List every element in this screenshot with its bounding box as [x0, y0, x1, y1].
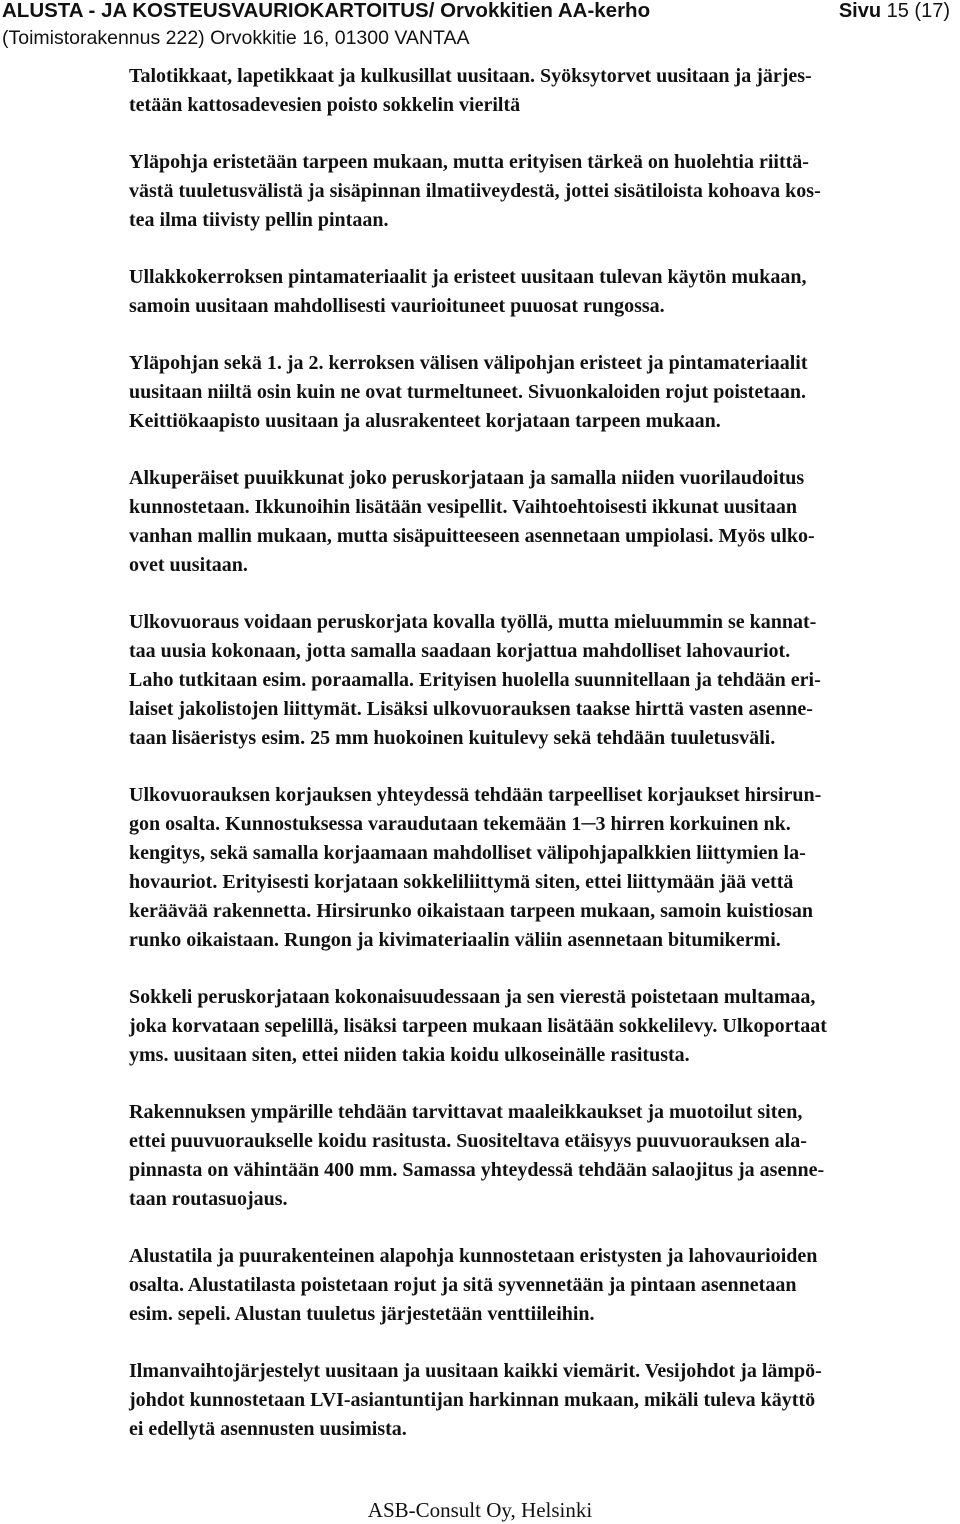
- paragraph-line: Rakennuksen ympärille tehdään tarvittavat maaleikkaukset ja muotoilut siten,: [129, 1101, 803, 1123]
- paragraph-line: Yläpohjan sekä 1. ja 2. kerroksen välisen välipohjan eristeet ja pintamateriaalit: [129, 352, 808, 374]
- paragraph-line: Ulkovuorauksen korjauksen yhteydessä tehdään tarpeelliset korjaukset hirsirun-: [129, 784, 822, 806]
- body-paragraph: [129, 62, 954, 120]
- paragraph-line: kunnostetaan. Ikkunoihin lisätään vesipellit. Vaihtoehtoisesti ikkunat uusitaan: [129, 496, 797, 518]
- body-paragraph: [129, 464, 954, 580]
- body-paragraph: [129, 148, 954, 235]
- paragraph-line: gon osalta. Kunnostuksessa varaudutaan tekemään 1─3 hirren korkuinen nk.: [129, 813, 791, 835]
- page-indicator: [839, 0, 950, 23]
- paragraph-line: pinnasta on vähintään 400 mm. Samassa yhteydessä tehdään salaojitus ja asenne-: [129, 1159, 825, 1181]
- paragraph-line: vanhan mallin mukaan, mutta sisäpuitteeseen asennetaan umpiolasi. Myös ulko-: [129, 525, 815, 547]
- paragraph-line: taan lisäeristys esim. 25 mm huokoinen kuitulevy sekä tehdään tuuletusväli.: [129, 727, 776, 749]
- paragraph-line: joka korvataan sepelillä, lisäksi tarpeen mukaan lisätään sokkelilevy. Ulkoportaat: [129, 1015, 827, 1037]
- body-paragraph: [129, 781, 954, 955]
- page-number: 15 (17): [886, 0, 950, 22]
- paragraph-line: västä tuuletusvälistä ja sisäpinnan ilmatiiveydestä, jottei sisätiloista kohoava kos-: [129, 180, 821, 202]
- document-body: [129, 62, 954, 1472]
- paragraph-line: Ulkovuoraus voidaan peruskorjata kovalla työllä, mutta mieluummin se kannat-: [129, 611, 817, 633]
- paragraph-line: ovet uusitaan.: [129, 554, 248, 576]
- body-paragraph: [129, 608, 954, 753]
- paragraph-line: laiset jakolistojen liittymät. Lisäksi ulkovuorauksen taakse hirttä vasten asenne-: [129, 698, 813, 720]
- paragraph-line: samoin uusitaan mahdollisesti vaurioituneet puuosat rungossa.: [129, 295, 665, 317]
- body-paragraph: [129, 983, 954, 1070]
- document-title: ALUSTA - JA KOSTEUSVAURIOKARTOITUS/ Orvokkitien AA-kerho: [2, 0, 651, 22]
- paragraph-line: hovauriot. Erityisesti korjataan sokkeliliittymä siten, ettei liittymään jää vettä: [129, 871, 794, 893]
- body-paragraph: [129, 349, 954, 436]
- body-paragraph: [129, 263, 954, 321]
- body-paragraph: [129, 1357, 954, 1444]
- paragraph-line: Talotikkaat, lapetikkaat ja kulkusillat uusitaan. Syöksytorvet uusitaan ja järjes-: [129, 65, 812, 87]
- paragraph-line: taan routasuojaus.: [129, 1188, 288, 1210]
- paragraph-line: Alustatila ja puurakenteinen alapohja kunnostetaan eristysten ja lahovaurioiden: [129, 1245, 818, 1267]
- paragraph-line: yms. uusitaan siten, ettei niiden takia koidu ulkoseinälle rasitusta.: [129, 1044, 690, 1066]
- paragraph-line: Keittiökaapisto uusitaan ja alusrakenteet korjataan tarpeen mukaan.: [129, 410, 721, 432]
- paragraph-line: Yläpohja eristetään tarpeen mukaan, mutta erityisen tärkeä on huolehtia riittä-: [129, 151, 809, 173]
- page-header: [0, 0, 960, 52]
- paragraph-line: uusitaan niiltä osin kuin ne ovat turmeltuneet. Sivuonkaloiden rojut poistetaan.: [129, 381, 806, 403]
- page-label: Sivu: [838, 0, 882, 22]
- paragraph-line: taa uusia kokonaan, jotta samalla saadaan korjattua mahdolliset lahovauriot.: [129, 640, 791, 662]
- paragraph-line: ei edellytä asennusten uusimista.: [129, 1418, 407, 1440]
- paragraph-line: Sokkeli peruskorjataan kokonaisuudessaan ja sen vierestä poistetaan multamaa,: [129, 986, 816, 1008]
- paragraph-line: kengitys, sekä samalla korjaamaan mahdolliset välipohjapalkkien liittymien la-: [129, 842, 806, 864]
- paragraph-line: keräävää rakennetta. Hirsirunko oikaistaan tarpeen mukaan, samoin kuistiosan: [129, 900, 813, 922]
- paragraph-line: runko oikaistaan. Rungon ja kivimateriaalin väliin asennetaan bitumikermi.: [129, 929, 781, 951]
- body-paragraph: [129, 1098, 954, 1214]
- paragraph-line: ettei puuvuoraukselle koidu rasitusta. Suositeltava etäisyys puuvuorauksen ala-: [129, 1130, 807, 1152]
- body-paragraph: [129, 1242, 954, 1329]
- building-address: (Toimistorakennus 222) Orvokkitie 16, 01300 VANTAA: [2, 27, 470, 49]
- paragraph-line: Alkuperäiset puuikkunat joko peruskorjataan ja samalla niiden vuorilaudoitus: [129, 467, 805, 489]
- paragraph-line: Ilmanvaihtojärjestelyt uusitaan ja uusitaan kaikki viemärit. Vesijohdot ja lämpö-: [129, 1360, 822, 1382]
- paragraph-line: Ullakkokerroksen pintamateriaalit ja eristeet uusitaan tulevan käytön mukaan,: [129, 266, 807, 288]
- paragraph-line: osalta. Alustatilasta poistetaan rojut ja sitä syvennetään ja pintaan asennetaan: [129, 1274, 797, 1296]
- paragraph-line: esim. sepeli. Alustan tuuletus järjestetään venttiileihin.: [129, 1303, 595, 1325]
- page-footer: ASB-Consult Oy, Helsinki: [367, 1498, 593, 1522]
- paragraph-line: tea ilma tiivisty pellin pintaan.: [129, 209, 389, 231]
- paragraph-line: tetään kattosadevesien poisto sokkelin vieriltä: [129, 94, 521, 116]
- paragraph-line: johdot kunnostetaan LVI-asiantuntijan harkinnan mukaan, mikäli tuleva käyttö: [129, 1389, 816, 1411]
- paragraph-line: Laho tutkitaan esim. poraamalla. Erityisen huolella suunnitellaan ja tehdään eri-: [129, 669, 821, 691]
